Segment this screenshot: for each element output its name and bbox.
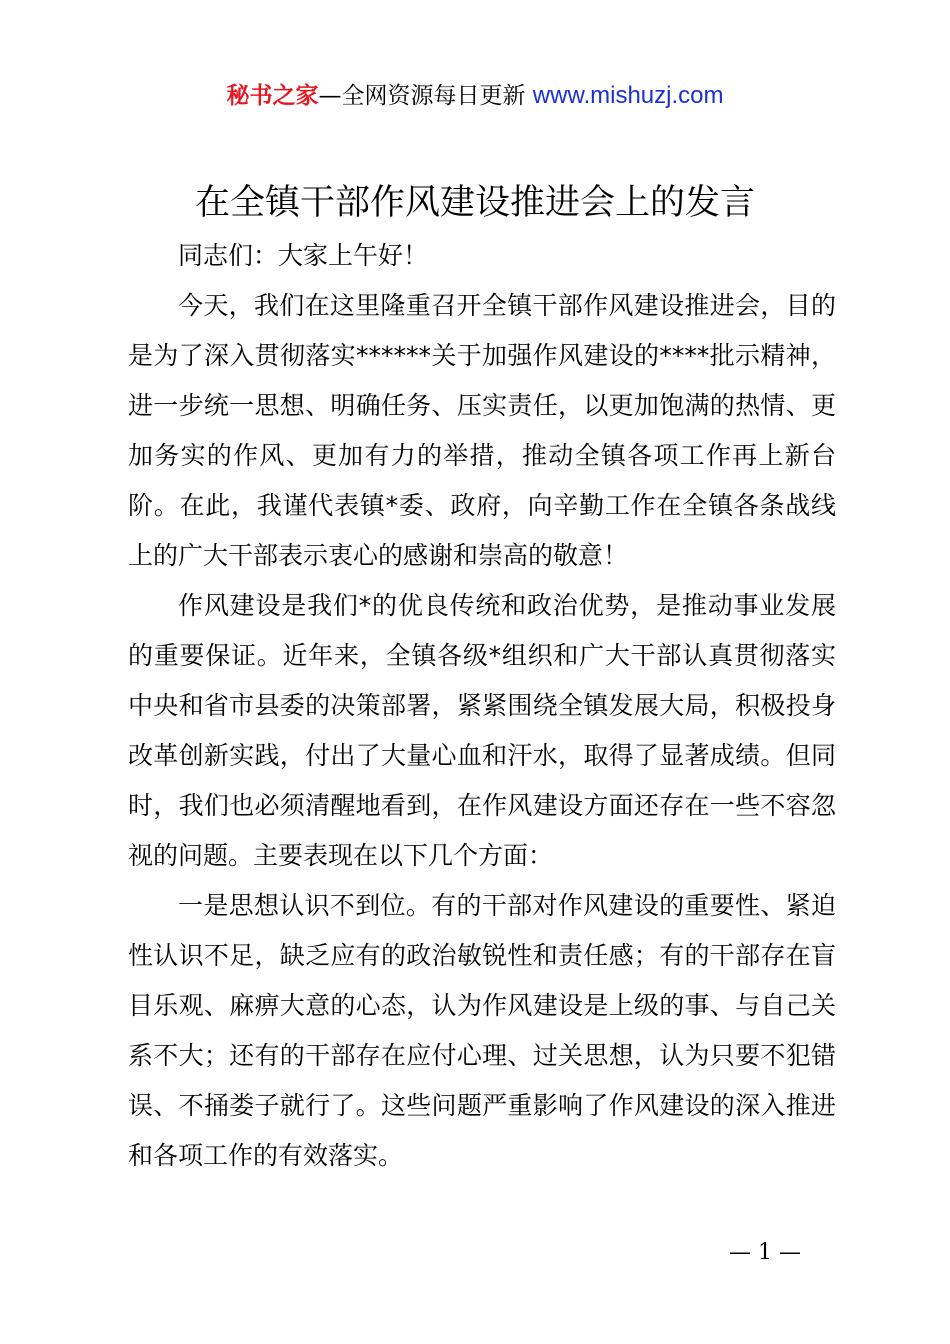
- body-paragraph: 今天，我们在这里隆重召开全镇干部作风建设推进会，目的是为了深入贯彻落实******关于加强作风建设的****批示精神，进一步统一思想、明确任务、压实责任，以更加饱满的热情、更加务实的作风、更加有力的举措，推动全镇各项工作再上新台阶。在此，我谨代表镇*委、政府，向辛勤工作在全镇各条战线上的广大干部表示衷心的感谢和崇高的敬意！: [128, 291, 836, 570]
- greeting-paragraph: 同志们：大家上午好！: [178, 241, 429, 270]
- brand-name: 秘书之家: [226, 83, 319, 109]
- page-number: — 1 —: [729, 1240, 801, 1265]
- document-title: 在全镇干部作风建设推进会上的发言: [194, 183, 755, 223]
- document-body: [128, 231, 836, 1181]
- body-paragraph: 一是思想认识不到位。有的干部对作风建设的重要性、紧迫性认识不足，缺乏应有的政治敏锐性和责任感；有的干部存在盲目乐观、麻痹大意的心态，认为作风建设是上级的事、与自己关系不大；还有的干部存在应付心理、过关思想，认为只要不犯错误、不捅娄子就行了。这些问题严重影响了作风建设的深入推进和各项工作的有效落实。: [128, 891, 836, 1170]
- body-paragraph: 作风建设是我们*的优良传统和政治优势，是推动事业发展的重要保证。近年来，全镇各级*组织和广大干部认真贯彻落实中央和省市县委的决策部署，紧紧围绕全镇发展大局，积极投身改革创新实践，付出了大量心血和汗水，取得了显著成绩。但同时，我们也必须清醒地看到，在作风建设方面还存在一些不容忽视的问题。主要表现在以下几个方面：: [128, 591, 836, 870]
- header-tagline: —全网资源每日更新: [318, 83, 526, 109]
- site-url-link[interactable]: www.mishuzj.com: [532, 82, 724, 109]
- page-header: [0, 80, 950, 112]
